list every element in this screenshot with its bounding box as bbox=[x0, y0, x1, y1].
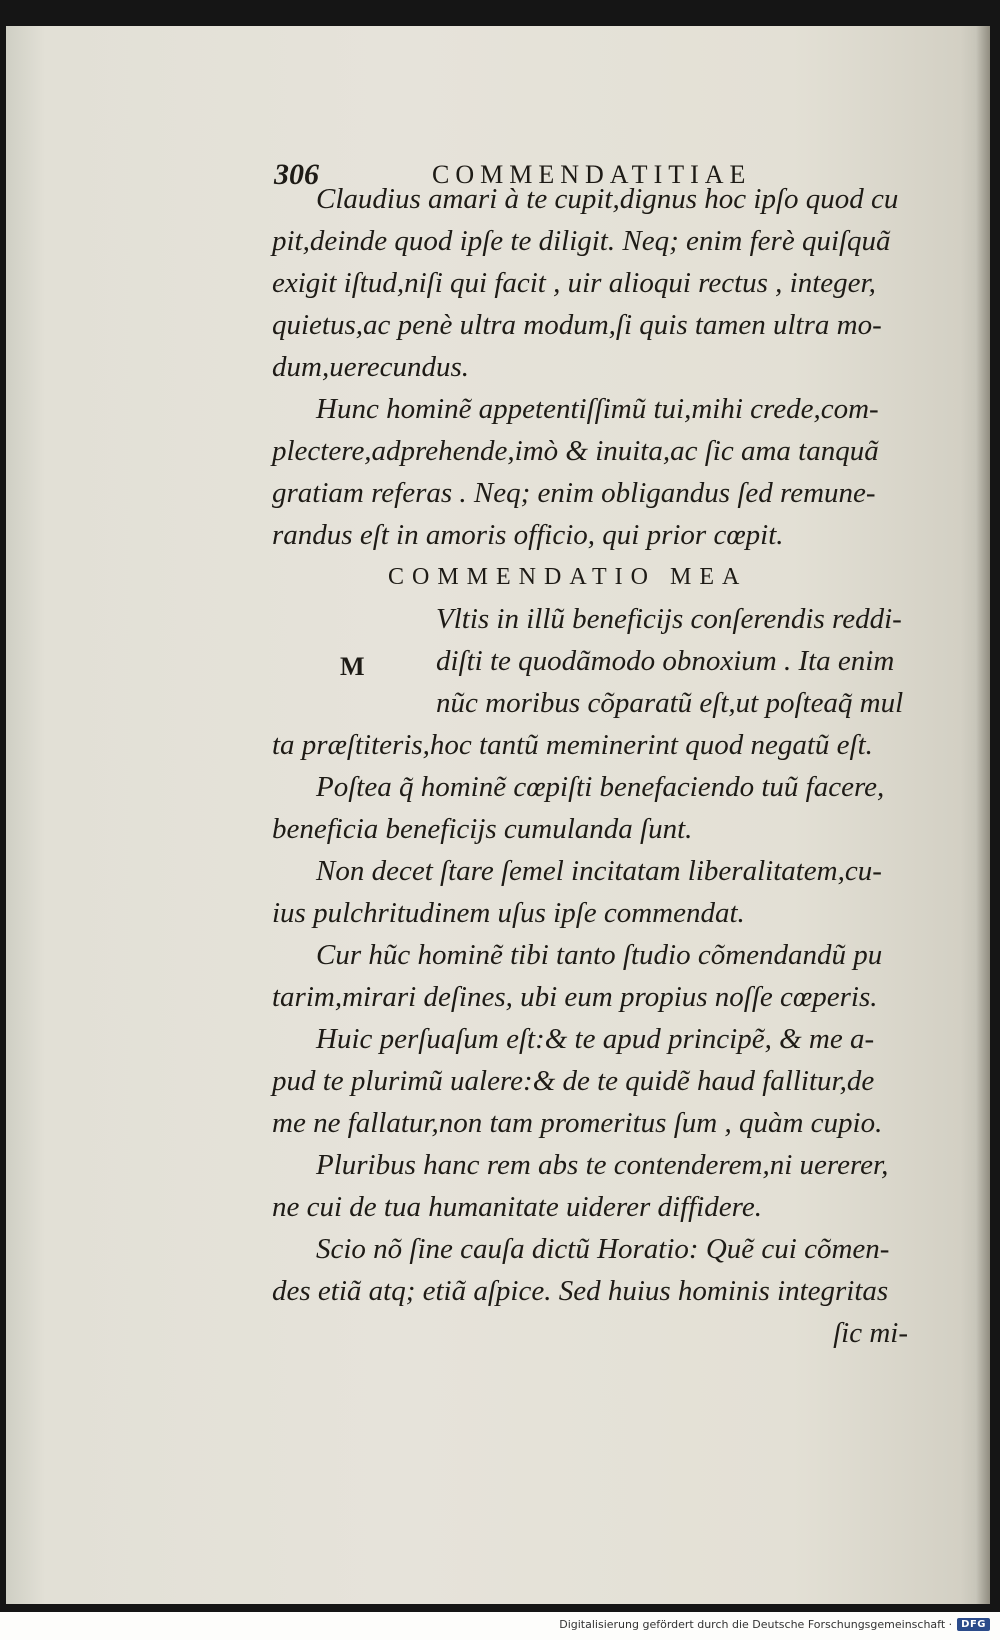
text-line: Non decet ſtare ſemel incitatam liberalitatem,cu- bbox=[316, 855, 882, 887]
text-line: Poſtea q̃ hominẽ cœpiſti benefaciendo tuũ facere, bbox=[316, 771, 885, 803]
text-line: Cur hũc hominẽ tibi tanto ſtudio cõmendandũ pu bbox=[316, 939, 883, 971]
text-line: me ne fallatur,non tam promeritus ſum , quàm cupio. bbox=[272, 1107, 883, 1139]
dfg-logo: DFG bbox=[957, 1618, 990, 1631]
text-line: gratiam referas . Neq; enim obligandus ſed remune- bbox=[272, 477, 876, 509]
text-line: nũc moribus cõparatũ eſt,ut poſteaq̃ mul bbox=[436, 687, 904, 719]
text-line: Claudius amari à te cupit,dignus hoc ipſo quod cu bbox=[316, 183, 899, 215]
text-line: randus eſt in amoris officio, qui prior cœpit. bbox=[272, 519, 784, 551]
text-line: Hunc hominẽ appetentiſſimũ tui,mihi crede,com- bbox=[316, 393, 879, 425]
catchword: ſic mi- bbox=[833, 1317, 908, 1349]
running-head-title: COMMENDATITIAE bbox=[432, 160, 752, 189]
section-heading: COMMENDATIO MEA bbox=[388, 564, 748, 590]
text-line: tarim,mirari deſines, ubi eum propius noſſe cœperis. bbox=[272, 981, 878, 1013]
text-line: dum,uerecundus. bbox=[272, 351, 470, 383]
text-line: quietus,ac penè ultra modum,ſi quis tamen ultra mo- bbox=[272, 309, 882, 341]
text-line: Pluribus hanc rem abs te contenderem,ni uererer, bbox=[316, 1149, 889, 1181]
drop-cap-initial: M bbox=[340, 652, 365, 681]
text-line: pud te plurimũ ualere:& de te quidẽ haud fallitur,de bbox=[272, 1065, 875, 1097]
text-line: Vltis in illũ beneficijs conſerendis reddi- bbox=[436, 603, 902, 635]
page-number: 306 bbox=[274, 158, 319, 191]
drop-cap-paragraph bbox=[272, 598, 952, 724]
text-line: beneficia beneficijs cumulanda ſunt. bbox=[272, 813, 693, 845]
text-line: exigit iſtud,niſi qui facit , uir alioqui rectus , integer, bbox=[272, 267, 876, 299]
digitization-credit bbox=[559, 1618, 990, 1631]
text-line: diſti te quodãmodo obnoxium . Ita enim bbox=[436, 645, 895, 677]
text-line: plectere,adprehende,imò & inuita,ac ſic ama tanquã bbox=[272, 435, 879, 467]
text-line: ius pulchritudinem uſus ipſe commendat. bbox=[272, 897, 745, 929]
text-line: ta præſtiteris,hoc tantũ meminerint quod negatũ eſt. bbox=[272, 729, 873, 761]
text-line: Scio nõ ſine cauſa dictũ Horatio: Quẽ cui cõmen- bbox=[316, 1233, 890, 1265]
text-line: des etiã atq; etiã aſpice. Sed huius hominis integritas bbox=[272, 1275, 889, 1307]
credit-text: Digitalisierung gefördert durch die Deutsche Forschungsgemeinschaft · bbox=[559, 1618, 953, 1631]
text-line: ne cui de tua humanitate uiderer diffidere. bbox=[272, 1191, 762, 1223]
text-line: pit,deinde quod ipſe te diligit. Neq; enim ferè quiſquã bbox=[272, 225, 891, 257]
body-text bbox=[272, 178, 952, 1354]
text-line: Huic perſuaſum eſt:& te apud principẽ, & me a- bbox=[316, 1023, 875, 1055]
